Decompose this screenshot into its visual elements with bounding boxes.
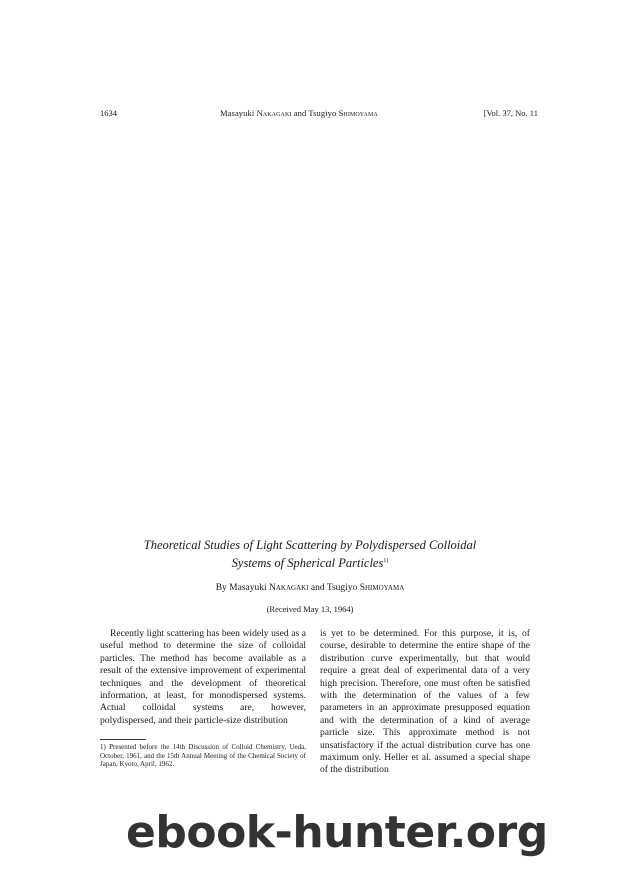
body-column-left <box>100 628 306 727</box>
article-title <box>80 537 540 571</box>
volume-issue: [Vol. 37, No. 11 <box>483 108 538 118</box>
received-date: (Received May 13, 1964) <box>266 604 354 614</box>
page-number: 1634 <box>100 108 117 118</box>
running-header-authors: Masayuki Nakagaki and Tsugiyo Shimoyama <box>220 108 378 118</box>
body-column-right <box>320 628 530 777</box>
body-paragraph: is yet to be determined. For this purpose, it is, of course, desirable to determine the entire shape of the distribution curve experimentally, but that would require a great deal of experimental data of a very high precision. Therefore, one must often be satisfied with the determination of the values of a few parameters in an approximate presupposed equation and with the determination of a kind of average particle size. This approximate method is not unsatisfactory if the actual distribution curve has one maximum only. Heller et al. assumed a special shape of the distribution <box>320 628 530 776</box>
footnote: 1) Presented before the 14th Discussion of Colloid Chemistry, Ueda, October, 1961, and the 15th Annual Meeting of the Chemical Society of Japan, Kyoto, April, 1962. <box>100 743 306 769</box>
title-line-1: Theoretical Studies of Light Scattering by Polydispersed Colloidal <box>143 538 477 552</box>
title-line-2: Systems of Spherical Particles$^{1)}$ <box>231 556 389 571</box>
title-footnote-mark: 1) <box>383 558 389 564</box>
byline: By Masayuki Nakagaki and Tsugiyo Shimoyama <box>215 583 405 593</box>
watermark: ebook-hunter.org <box>126 807 548 858</box>
running-header <box>100 108 538 122</box>
body-paragraph: Recently light scattering has been widely used as a useful method to determine the size of colloidal particles. The method has become available as a result of the extensive improvement of experimental techniques and the development of theoretical information, at least, for monodispersed systems. Actual colloidal systems are, however, polydispersed, and their particle-size distribution <box>100 628 306 726</box>
footnote-divider <box>100 739 146 740</box>
